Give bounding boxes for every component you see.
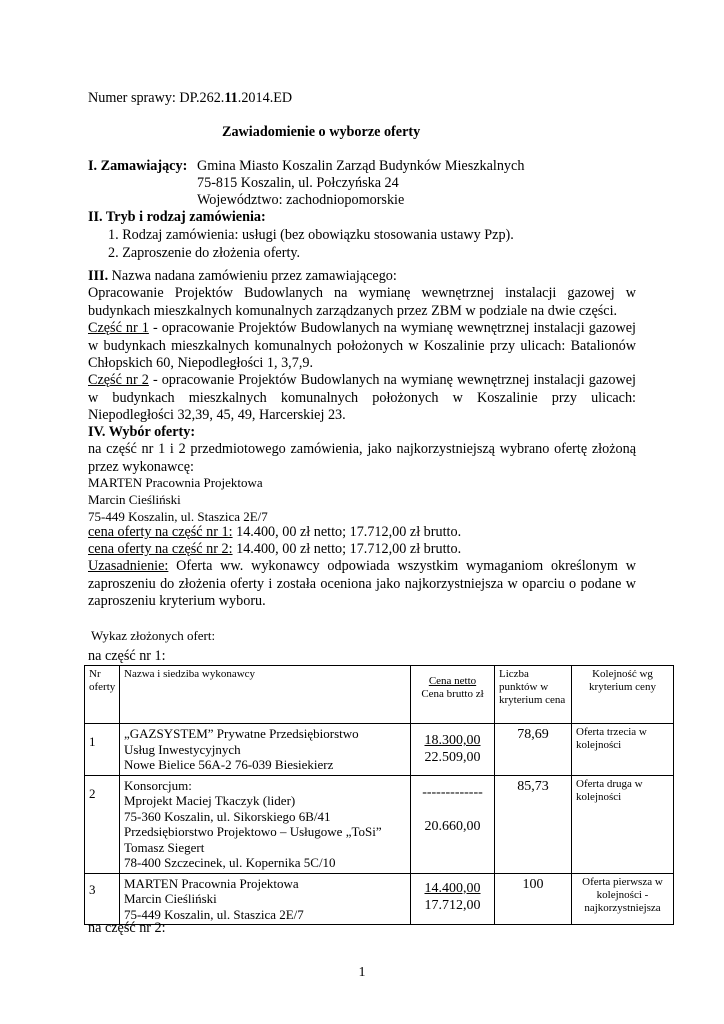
section3-description: Opracowanie Projektów Budowlanych na wymianę wewnętrznej instalacji gazowej w budynkach mieszkalnych komunalnych zarządzanych przez ZBM w podziale na dwie części. — [88, 285, 636, 319]
header-name: Nazwa i siedziba wykonawcy — [120, 666, 411, 724]
justification: Uzasadnienie: Oferta ww. wykonawcy odpowiada wszystkim wymaganiom określonym w zaproszeniu do złożenia oferty i została oceniona jako najkorzystniejsza w oparciu o podane w zaproszeniu kryterium wyboru. — [88, 558, 636, 609]
row3-nr: 3 — [85, 873, 120, 925]
section3-part1: Część nr 1 - opracowanie Projektów Budowlanych na wymianę wewnętrznej instalacji gazowej w budynkach mieszkalnych komunalnych położonych w Koszalinie przy ulicach: Batalionów Chłopskich 60, Niepodległości 1, 3,7,9. — [88, 320, 636, 371]
row3-price: 14.400,00 17.712,00 — [411, 873, 495, 925]
row2-order: Oferta druga w kolejności — [572, 775, 674, 873]
section1-label: I. Zamawiający: — [88, 158, 188, 174]
row1-nr: 1 — [85, 724, 120, 776]
row3-name: MARTEN Pracownia Projektowa Marcin Cieśliński 75-449 Koszalin, ul. Staszica 2E/7 — [120, 873, 411, 925]
section2-label: II. Tryb i rodzaj zamówienia: — [88, 209, 266, 225]
row1-order: Oferta trzecia w kolejności — [572, 724, 674, 776]
price-part1: cena oferty na część nr 1: 14.400, 00 zł netto; 17.712,00 zł brutto. — [88, 524, 462, 540]
row2-points: 85,73 — [495, 775, 572, 873]
table-row — [85, 724, 674, 776]
section3-label: III. Nazwa nadana zamówieniu przez zamawiającego: — [88, 268, 397, 284]
section3-part2: Część nr 2 - opracowanie Projektów Budowlanych na wymianę wewnętrznej instalacji gazowej w budynkach mieszkalnych komunalnych położonych w Koszalinie przy ulicach: Niepodległości 32,39, 45, 49, Harcerskiej 23. — [88, 372, 636, 423]
offers-table — [84, 665, 674, 925]
row1-points: 78,69 — [495, 724, 572, 776]
price-part2: cena oferty na część nr 2: 14.400, 00 zł netto; 17.712,00 zł brutto. — [88, 541, 462, 557]
section1-line1: Gmina Miasto Koszalin Zarząd Budynków Mieszkalnych — [197, 158, 525, 174]
section4-label: IV. Wybór oferty: — [88, 424, 196, 440]
header-order: Kolejność wg kryterium ceny — [572, 666, 674, 724]
section1-line2: 75-815 Koszalin, ul. Połczyńska 24 — [197, 175, 399, 191]
table-header-row — [85, 666, 674, 724]
header-points: Liczba punktów w kryterium cena — [495, 666, 572, 724]
header-price: Cena netto Cena brutto zł — [411, 666, 495, 724]
row2-name: Konsorcjum: Mprojekt Maciej Tkaczyk (lider) 75-360 Koszalin, ul. Sikorskiego 6B/41 Przedsiębiorstwo Projektowo – Usługowe „ToSi” Tomasz Siegert 78-400 Szczecinek, ul. Kopernika 5C/10 — [120, 775, 411, 873]
table-row — [85, 775, 674, 873]
section2-item1: 1. Rodzaj zamówienia: usługi (bez obowiązku stosowania ustawy Pzp). — [108, 227, 514, 243]
row2-nr: 2 — [85, 775, 120, 873]
winner-line2: Marcin Cieśliński — [88, 492, 181, 507]
section1-line3: Województwo: zachodniopomorskie — [197, 192, 405, 208]
row2-price: ------------- 20.660,00 — [411, 775, 495, 873]
part1-heading: na część nr 1: — [88, 648, 166, 664]
section4-intro: na część nr 1 i 2 przedmiotowego zamówienia, jako najkorzystniejszą wybrano ofertę złożoną przez wykonawcę: — [88, 441, 636, 475]
row1-price: 18.300,00 22.509,00 — [411, 724, 495, 776]
case-number: Numer sprawy: DP.262.11.2014.ED — [88, 90, 293, 106]
row1-name: „GAZSYSTEM” Prywatne Przedsiębiorstwo Usług Inwestycyjnych Nowe Bielice 56A-2 76-039 Biesiekierz — [120, 724, 411, 776]
section2-item2: 2. Zaproszenie do złożenia oferty. — [108, 245, 301, 261]
page-number: 1 — [358, 965, 366, 980]
row3-points: 100 — [495, 873, 572, 925]
part2-heading: na część nr 2: — [88, 920, 166, 936]
document-title: Zawiadomienie o wyborze oferty — [222, 124, 421, 140]
winner-line1: MARTEN Pracownia Projektowa — [88, 475, 263, 490]
header-nr: Nr oferty — [85, 666, 120, 724]
offers-list-label: Wykaz złożonych ofert: — [91, 628, 216, 643]
winner-line3: 75-449 Koszalin, ul. Staszica 2E/7 — [88, 509, 268, 524]
row3-order: Oferta pierwsza w kolejności - najkorzystniejsza — [572, 873, 674, 925]
table-row — [85, 873, 674, 925]
